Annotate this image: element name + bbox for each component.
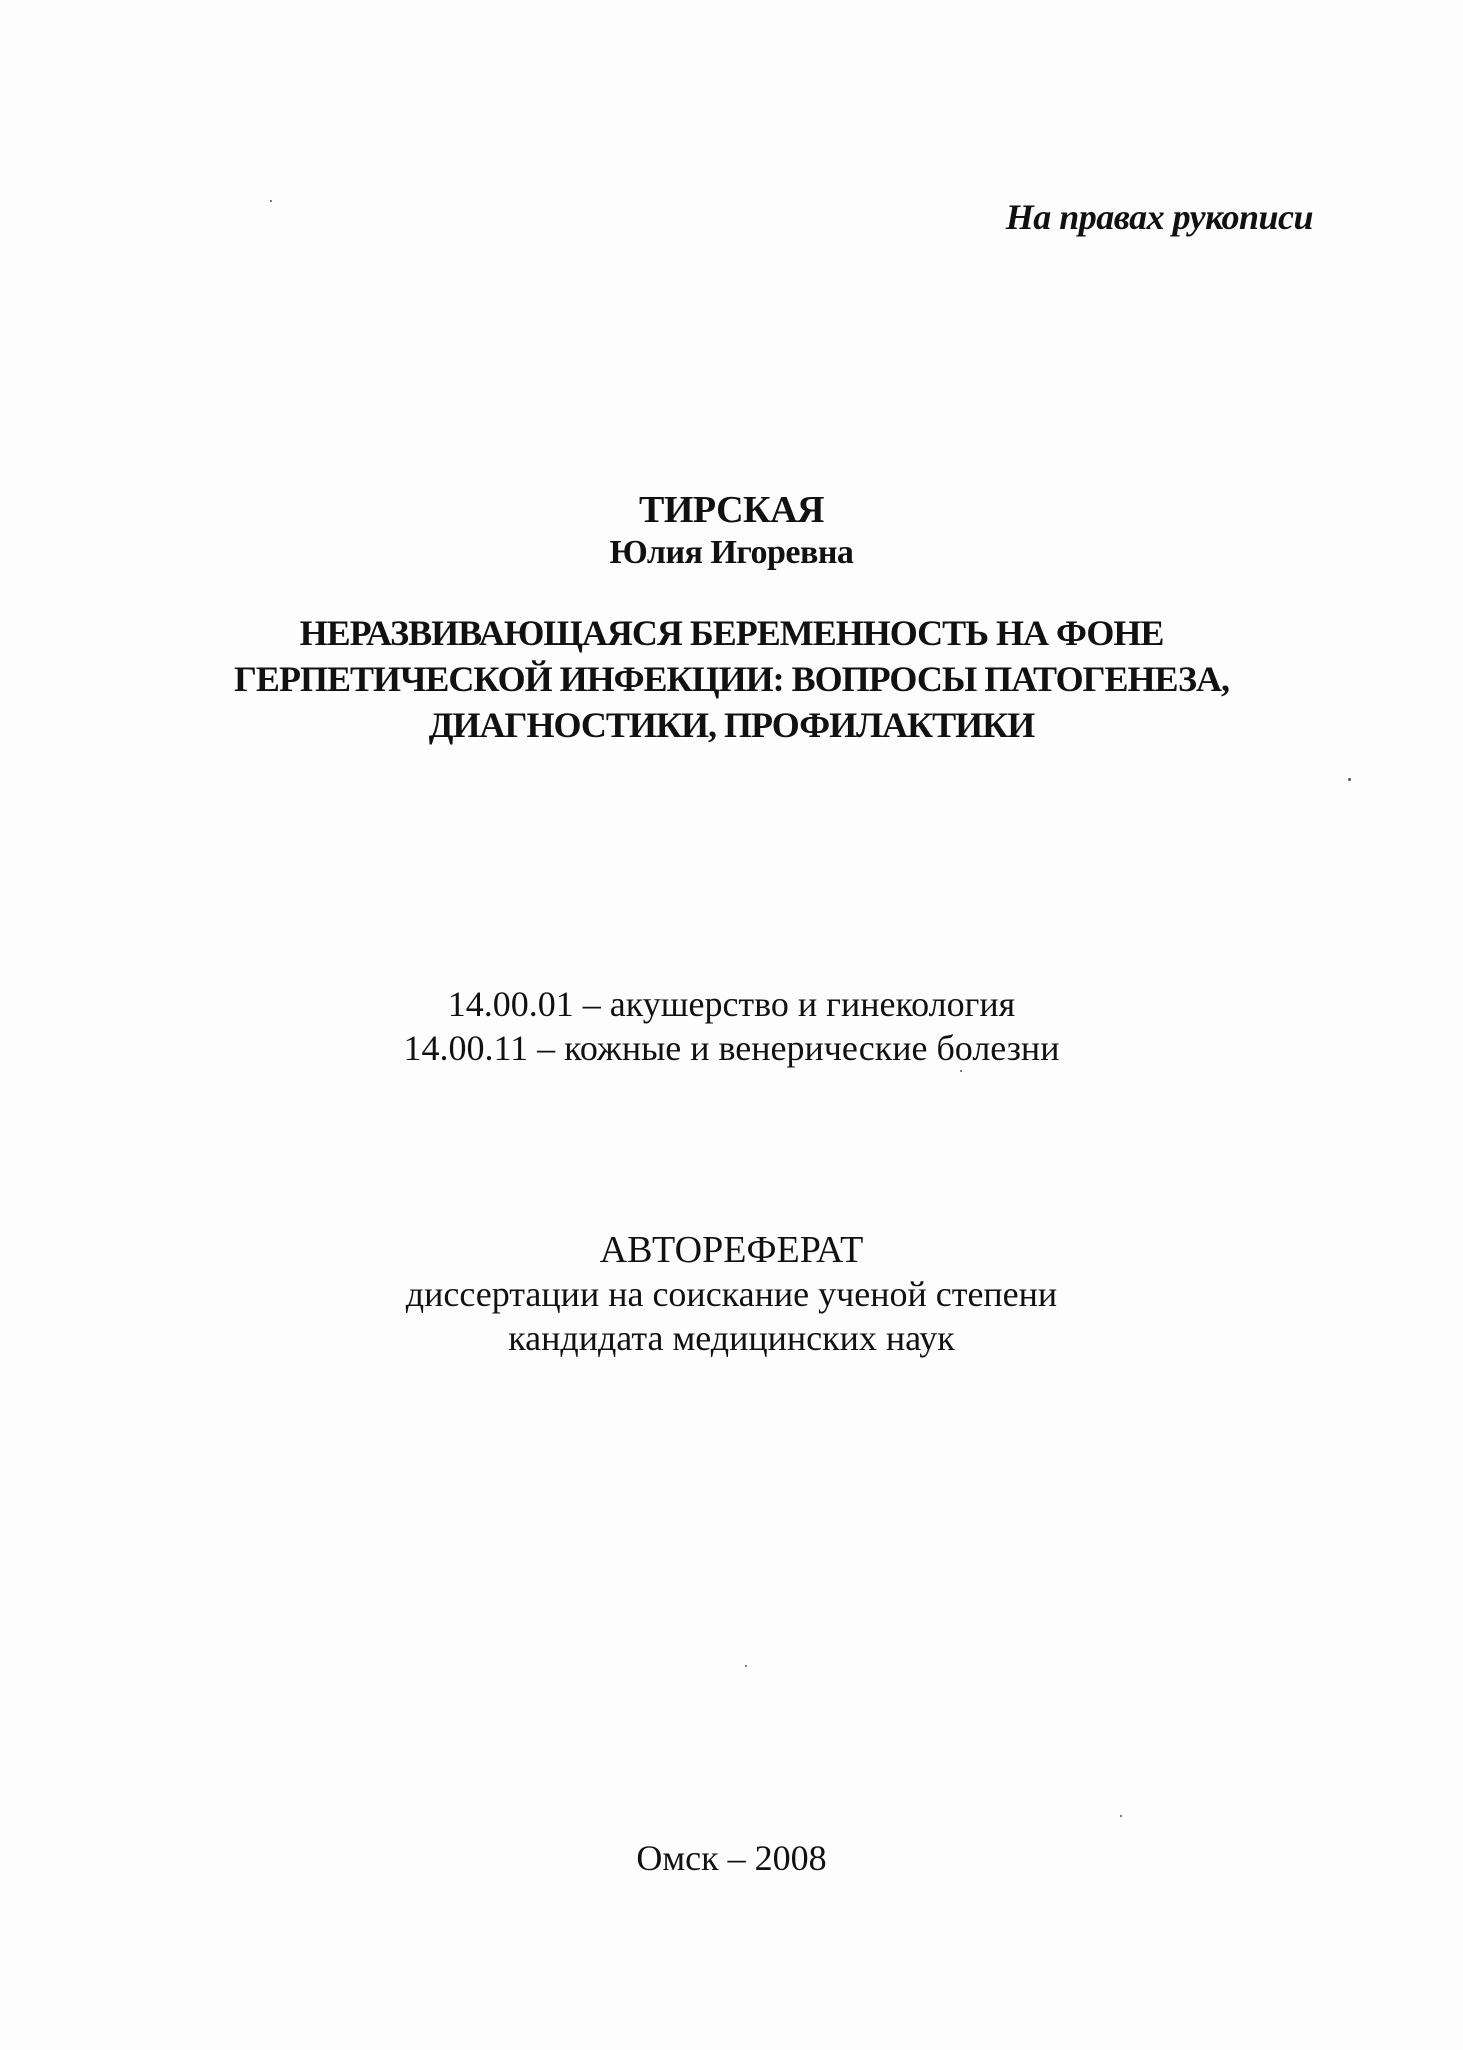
scan-speck [270,200,272,202]
place-and-year: Омск – 2008 [636,1838,827,1878]
scan-speck [1348,778,1351,781]
specialty-line-2: 14.00.11 – кожные и венерические болезни [403,1028,1060,1068]
author-given-names: Юлия Игоревна [609,534,854,571]
title-line-3: ДИАГНОСТИКИ, ПРОФИЛАКТИКИ [428,705,1035,745]
abstract-block [0,1228,1463,1360]
title-line-2: ГЕРПЕТИЧЕСКОЙ ИНФЕКЦИИ: ВОПРОСЫ ПАТОГЕНЕЗА, [234,659,1229,699]
author-surname: ТИРСКАЯ [639,489,824,531]
dissertation-title [0,610,1463,748]
manuscript-rights-note: На правах рукописи [1005,197,1313,237]
title-line-1: НЕРАЗВИВАЮЩАЯСЯ БЕРЕМЕННОСТЬ НА ФОНЕ [299,613,1164,653]
scan-speck [745,1665,747,1667]
specialty-line-1: 14.00.01 – акушерство и гинекология [447,984,1016,1024]
scan-speck [1120,1815,1122,1817]
specialty-codes [0,982,1463,1070]
abstract-heading: АВТОРЕФЕРАТ [599,1229,864,1271]
abstract-line-2: кандидата медицинских наук [508,1318,955,1358]
scan-speck [960,1070,962,1072]
abstract-line-1: диссертации на соискание ученой степени [405,1274,1058,1314]
